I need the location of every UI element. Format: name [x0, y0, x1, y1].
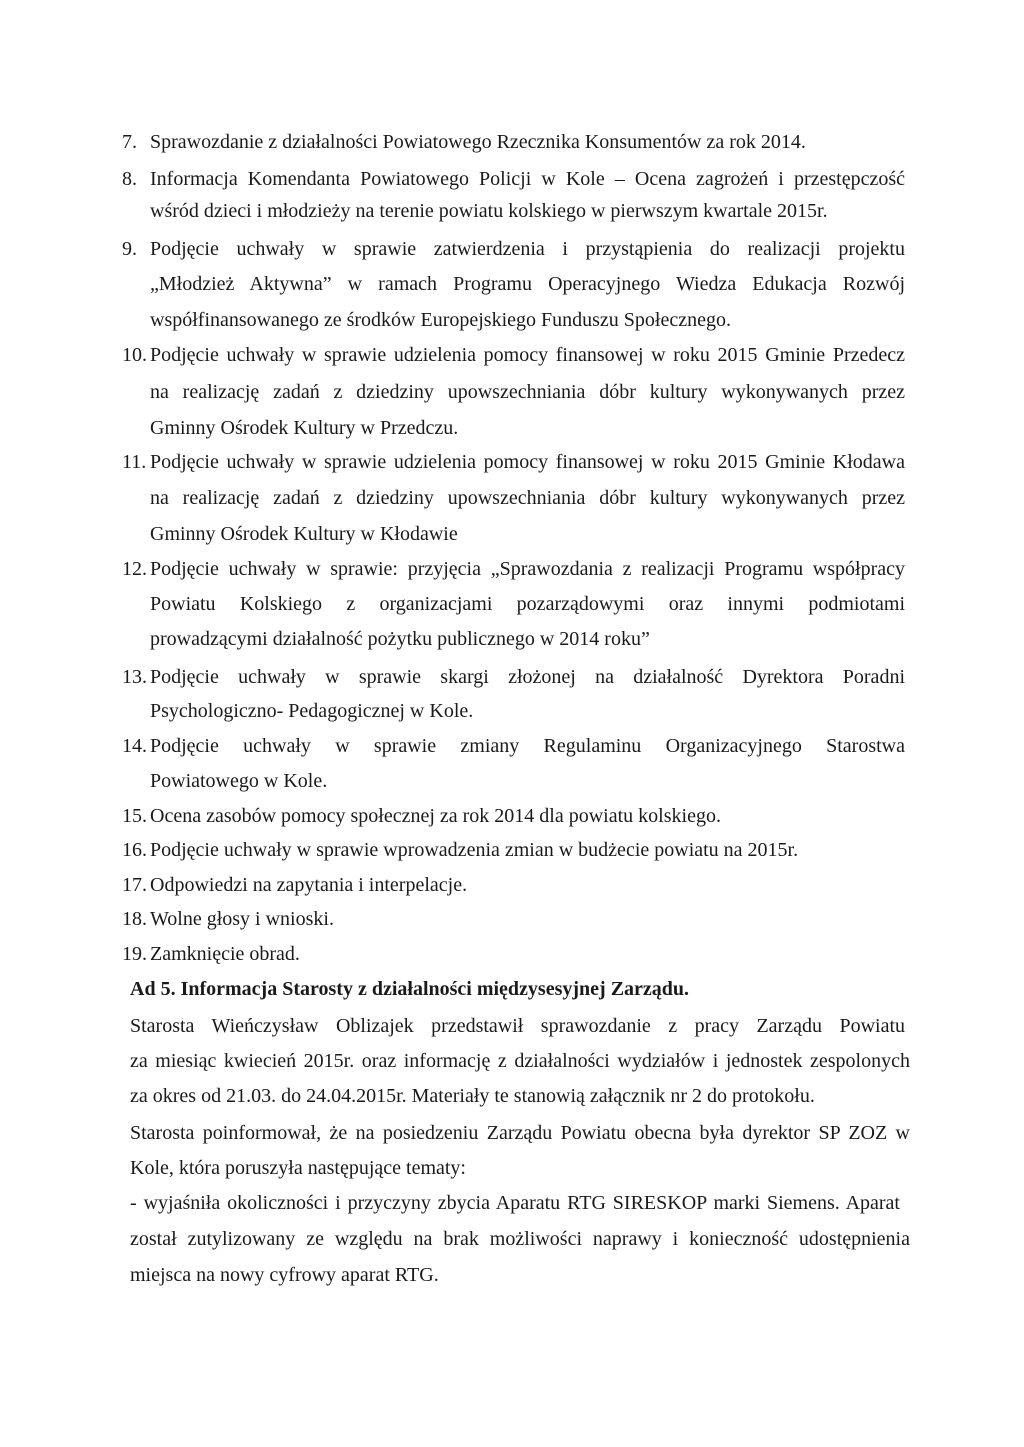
item-13-number: 13.: [122, 666, 147, 688]
item-13-line-2: Psychologiczno- Pedagogicznej w Kole.: [150, 700, 474, 722]
item-7-line-1: Sprawozdanie z działalności Powiatowego Rzecznika Konsumentów za rok 2014.: [150, 131, 806, 153]
item-9-line-3: współfinansowanego ze środków Europejskiego Funduszu Społecznego.: [150, 309, 731, 331]
paragraph-1-line-2: za miesiąc kwiecień 2015r. oraz informację z działalności wydziałów i jednostek zespolonych: [130, 1050, 910, 1072]
item-12-line-3: prowadzącymi działalność pożytku publicznego w 2014 roku”: [150, 628, 650, 650]
item-13-line-1: Podjęcie uchwały w sprawie skargi złożonej na działalność Dyrektora Poradni: [150, 666, 905, 688]
item-14-number: 14.: [122, 735, 147, 757]
item-9-line-2: „Młodzież Aktywna” w ramach Programu Operacyjnego Wiedza Edukacja Rozwój: [150, 273, 905, 295]
item-17-number: 17.: [122, 874, 147, 896]
item-14-line-1: Podjęcie uchwały w sprawie zmiany Regulaminu Organizacyjnego Starostwa: [150, 735, 905, 757]
paragraph-3-line-1: - wyjaśniła okoliczności i przyczyny zbycia Aparatu RTG SIRESKOP marki Siemens. Aparat: [130, 1192, 900, 1214]
section-heading: Ad 5. Informacja Starosty z działalności międzysesyjnej Zarządu.: [130, 978, 690, 1000]
item-19-line-1: Zamknięcie obrad.: [150, 943, 300, 965]
item-10-line-3: Gminny Ośrodek Kultury w Przedczu.: [150, 417, 459, 439]
item-8-line-2: wśród dzieci i młodzieży na terenie powiatu kolskiego w pierwszym kwartale 2015r.: [150, 200, 828, 222]
item-16-number: 16.: [122, 839, 147, 861]
paragraph-3-line-3: miejsca na nowy cyfrowy aparat RTG.: [130, 1264, 439, 1286]
item-15-line-1: Ocena zasobów pomocy społecznej za rok 2014 dla powiatu kolskiego.: [150, 805, 721, 827]
item-15-number: 15.: [122, 805, 147, 827]
paragraph-1-line-3: za okres od 21.03. do 24.04.2015r. Materiały te stanowią załącznik nr 2 do protokołu.: [130, 1085, 815, 1107]
item-11-line-2: na realizację zadań z dziedziny upowszechniania dóbr kultury wykonywanych przez: [150, 487, 905, 509]
item-10-line-2: na realizację zadań z dziedziny upowszechniania dóbr kultury wykonywanych przez: [150, 381, 905, 403]
item-11-line-1: Podjęcie uchwały w sprawie udzielenia pomocy finansowej w roku 2015 Gminie Kłodawa: [150, 451, 905, 473]
item-17-line-1: Odpowiedzi na zapytania i interpelacje.: [150, 874, 468, 896]
item-12-line-1: Podjęcie uchwały w sprawie: przyjęcia „Sprawozdania z realizacji Programu współpracy: [150, 558, 905, 580]
paragraph-2-line-2: Kole, która poruszyła następujące tematy:: [130, 1157, 466, 1179]
item-9-number: 9.: [122, 238, 137, 260]
item-18-number: 18.: [122, 908, 147, 930]
item-10-number: 10.: [122, 344, 147, 366]
item-11-number: 11.: [122, 451, 147, 473]
item-9-line-1: Podjęcie uchwały w sprawie zatwierdzenia i przystąpienia do realizacji projektu: [150, 238, 905, 260]
item-7-number: 7.: [122, 131, 137, 153]
paragraph-1-line-1: Starosta Wieńczysław Oblizajek przedstawił sprawozdanie z pracy Zarządu Powiatu: [130, 1015, 905, 1037]
item-18-line-1: Wolne głosy i wnioski.: [150, 908, 334, 930]
item-10-line-1: Podjęcie uchwały w sprawie udzielenia pomocy finansowej w roku 2015 Gminie Przedecz: [150, 344, 905, 366]
item-12-line-2: Powiatu Kolskiego z organizacjami pozarządowymi oraz innymi podmiotami: [150, 593, 905, 615]
item-19-number: 19.: [122, 943, 147, 965]
item-12-number: 12.: [122, 558, 147, 580]
paragraph-3-line-2: został zutylizowany ze względu na brak możliwości naprawy i konieczność udostępnienia: [130, 1228, 910, 1250]
item-8-number: 8.: [122, 168, 137, 190]
item-14-line-2: Powiatowego w Kole.: [150, 770, 328, 792]
item-8-line-1: Informacja Komendanta Powiatowego Policji w Kole – Ocena zagrożeń i przestępczość: [150, 168, 905, 190]
paragraph-2-line-1: Starosta poinformował, że na posiedzeniu Zarządu Powiatu obecna była dyrektor SP ZOZ w: [130, 1122, 910, 1144]
item-16-line-1: Podjęcie uchwały w sprawie wprowadzenia zmian w budżecie powiatu na 2015r.: [150, 839, 799, 861]
item-11-line-3: Gminny Ośrodek Kultury w Kłodawie: [150, 523, 458, 545]
